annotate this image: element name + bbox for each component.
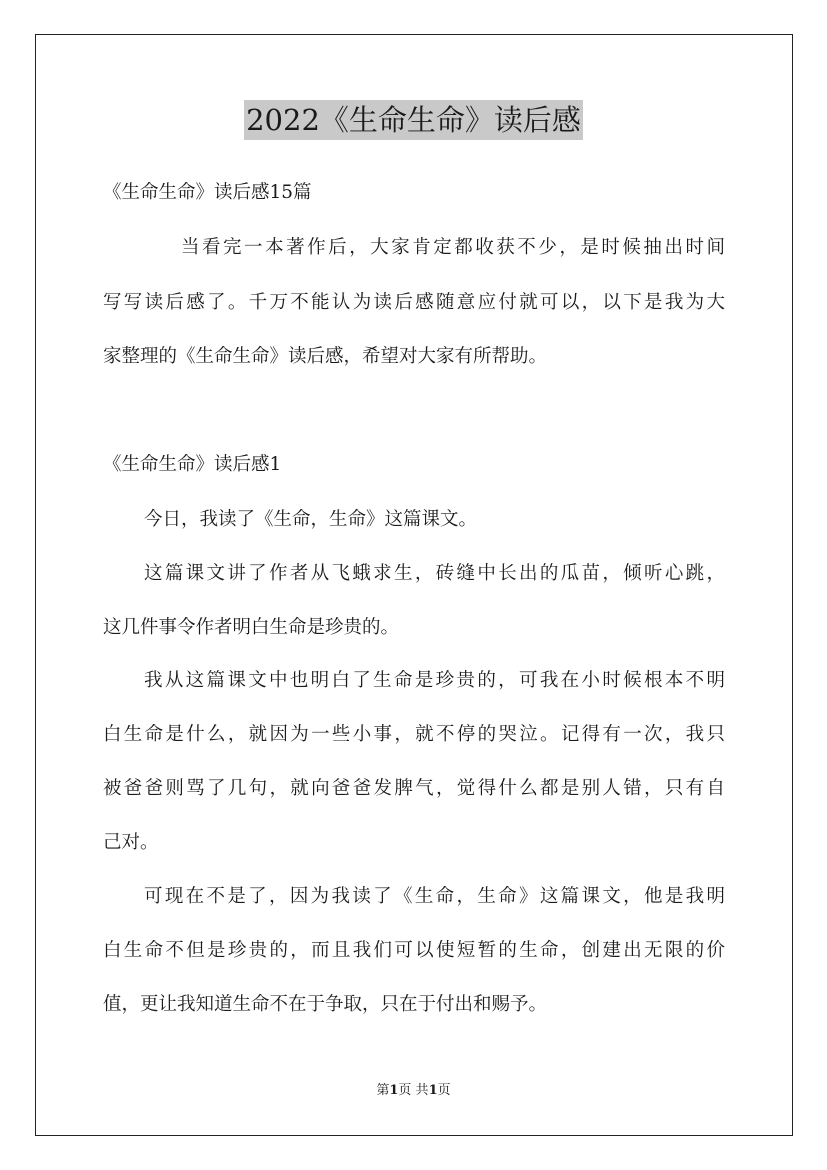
footer-page-prefix: 第 <box>376 1083 390 1098</box>
body-line-9: 白生命不但是珍贵的，而且我们可以使短暂的生命，创建出无限的价 <box>103 940 725 961</box>
body-line-4: 我从这篇课文中也明白了生命是珍贵的，可我在小时候根本不明 <box>144 670 725 691</box>
footer-page-mid: 页 共 <box>398 1083 429 1098</box>
document-title: 2022《生命生命》读后感 <box>244 100 583 140</box>
footer-page-suffix: 页 <box>437 1083 451 1098</box>
body-line-5: 白生命是什么，就因为一些小事，就不停的哭泣。记得有一次，我只 <box>103 724 725 745</box>
body-line-7: 己对。 <box>103 832 159 853</box>
body-line-10: 值，更让我知道生命不在于争取，只在于付出和赐予。 <box>103 994 548 1015</box>
footer-page-current: 1 <box>389 1083 399 1098</box>
section-heading: 《生命生命》读后感1 <box>103 454 282 475</box>
body-line-3: 这几件事令作者明白生命是珍贵的。 <box>103 617 400 638</box>
footer-page-total: 1 <box>428 1083 438 1098</box>
intro-line-3: 家整理的《生命生命》读后感，希望对大家有所帮助。 <box>103 346 548 367</box>
intro-line-1: 当看完一本著作后，大家肯定都收获不少，是时候抽出时间 <box>181 237 725 258</box>
body-line-8: 可现在不是了，因为我读了《生命，生命》这篇课文，他是我明 <box>144 886 725 907</box>
body-line-1: 今日，我读了《生命，生命》这篇课文。 <box>144 509 478 530</box>
body-line-2: 这篇课文讲了作者从飞蛾求生，砖缝中长出的瓜苗，倾听心跳， <box>144 563 725 584</box>
body-line-6: 被爸爸则骂了几句，就向爸爸发脾气，觉得什么都是别人错，只有自 <box>103 778 725 799</box>
title-container <box>0 100 827 140</box>
page-footer <box>0 1082 827 1100</box>
document-subtitle: 《生命生命》读后感15篇 <box>103 182 312 203</box>
intro-line-2: 写写读后感了。千万不能认为读后感随意应付就可以，以下是我为大 <box>103 292 725 313</box>
